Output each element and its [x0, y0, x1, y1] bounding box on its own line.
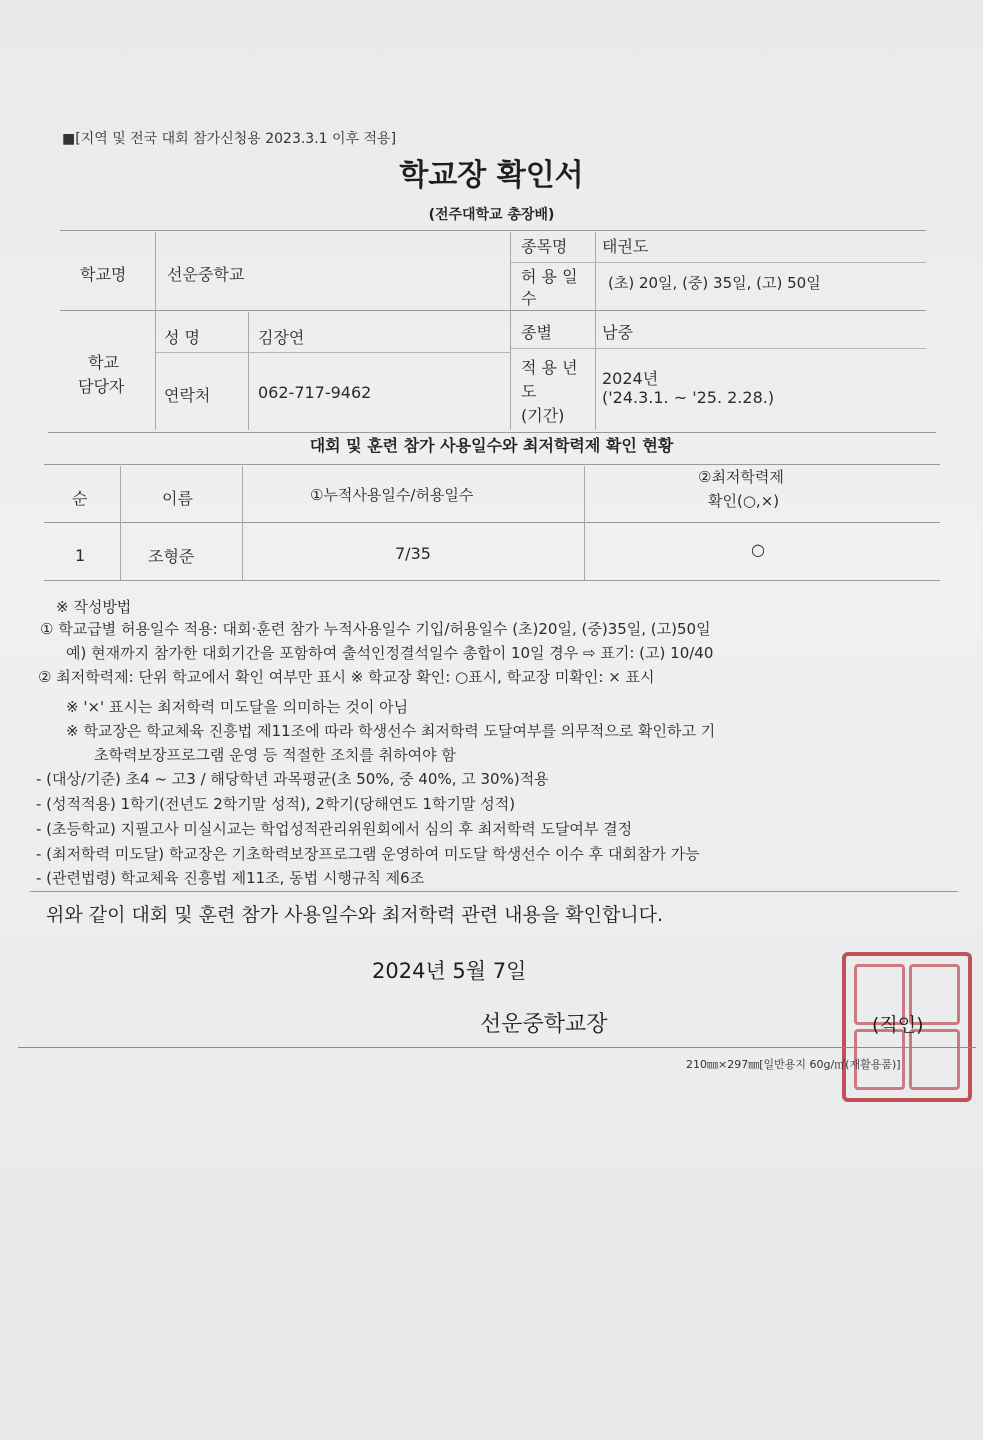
year-label: 적 용 년 — [521, 358, 578, 377]
row-days: 7/35 — [395, 544, 431, 563]
contact-label: 연락처 — [164, 386, 211, 405]
col-header-name: 이름 — [162, 489, 193, 508]
note-line: - (초등학교) 지필고사 미실시교는 학업성적관리위원회에서 심의 후 최저학력 도달여부 결정 — [36, 820, 633, 838]
row-name: 조형준 — [148, 547, 195, 566]
note-line: ① 학교급별 허용일수 적용: 대회·훈련 참가 누적사용일수 기입/허용일수 (초)20일, (중)35일, (고)50일 — [40, 620, 711, 638]
row-no: 1 — [75, 546, 86, 565]
contact-value: 062-717-9462 — [258, 383, 372, 402]
note-line: - (관련법령) 학교체육 진흥법 제11조, 동법 시행규칙 제6조 — [36, 869, 425, 887]
note-line: ② 최저학력제: 단위 학교에서 확인 여부만 표시 ※ 학교장 확인: ○표시, 학교장 미확인: × 표시 — [38, 668, 655, 686]
page-subtitle: (전주대학교 총장배) — [428, 207, 555, 223]
form-tag: ■[지역 및 전국 대회 참가신청용 2023.3.1 이후 적용] — [62, 131, 397, 147]
period-value: ('24.3.1. ~ '25. 2.28.) — [602, 388, 775, 407]
event-label: 종목명 — [521, 237, 568, 256]
manager-label-2: 담당자 — [78, 377, 125, 396]
gender-value: 남중 — [602, 323, 633, 342]
school-name-value: 선운중학교 — [167, 265, 245, 284]
confirmation-date: 2024년 5월 7일 — [372, 959, 527, 983]
confirmation-statement: 위와 같이 대회 및 훈련 참가 사용일수와 최저학력 관련 내용을 확인합니다. — [46, 904, 664, 926]
col-header-check-2: 확인(○,×) — [708, 492, 780, 510]
note-line: 초학력보장프로그램 운영 등 적절한 조치를 취하여야 함 — [94, 746, 456, 764]
allowed-days-label-2: 수 — [521, 289, 537, 308]
year-value: 2024년 — [602, 369, 659, 388]
col-header-no: 순 — [72, 489, 88, 508]
note-line: - (성적적용) 1학기(전년도 2학기말 성적), 2학기(당해연도 1학기말 성적) — [36, 795, 516, 813]
paper-spec: 210㎜×297㎜[일반용지 60g/㎡(재활용품)] — [686, 1058, 901, 1071]
name-label: 성 명 — [164, 328, 200, 347]
event-value: 태권도 — [602, 237, 649, 256]
col-header-check: ②최저학력제 — [698, 468, 784, 486]
note-line: ※ '×' 표시는 최저학력 미도달을 의미하는 것이 아님 — [66, 698, 409, 716]
note-line: - (대상/기준) 초4 ~ 고3 / 해당학년 과목평균(초 50%, 중 40%, 고 30%)적용 — [36, 770, 549, 788]
col-header-days: ①누적사용일수/허용일수 — [310, 486, 474, 504]
year-label-2: 도 — [521, 382, 537, 401]
allowed-days-label: 허 용 일 — [521, 267, 578, 286]
school-name-label: 학교명 — [80, 265, 127, 284]
row-check: ○ — [751, 540, 765, 559]
manager-label: 학교 — [88, 353, 119, 372]
page-title: 학교장 확인서 — [399, 158, 584, 193]
status-title: 대회 및 훈련 참가 사용일수와 최저학력제 확인 현황 — [309, 436, 674, 455]
year-label-3: (기간) — [521, 406, 565, 425]
note-line: 예) 현재까지 참가한 대회기간을 포함하여 출석인정결석일수 총합이 10일 경우 ⇨ 표기: (고) 10/40 — [66, 644, 714, 662]
notes-title: ※ 작성방법 — [56, 598, 132, 616]
allowed-days-value: (초) 20일, (중) 35일, (고) 50일 — [608, 274, 821, 292]
signer-name: 선운중학교장 — [480, 1012, 608, 1037]
gender-label: 종별 — [521, 323, 552, 342]
name-value: 김장연 — [258, 328, 305, 347]
seal-note: (직인) — [872, 1014, 924, 1036]
note-line: ※ 학교장은 학교체육 진흥법 제11조에 따라 학생선수 최저학력 도달여부를 의무적으로 확인하고 기 — [66, 722, 716, 740]
note-line: - (최저학력 미도달) 학교장은 기초학력보장프로그램 운영하여 미도달 학생선수 이수 후 대회참가 가능 — [36, 845, 700, 863]
